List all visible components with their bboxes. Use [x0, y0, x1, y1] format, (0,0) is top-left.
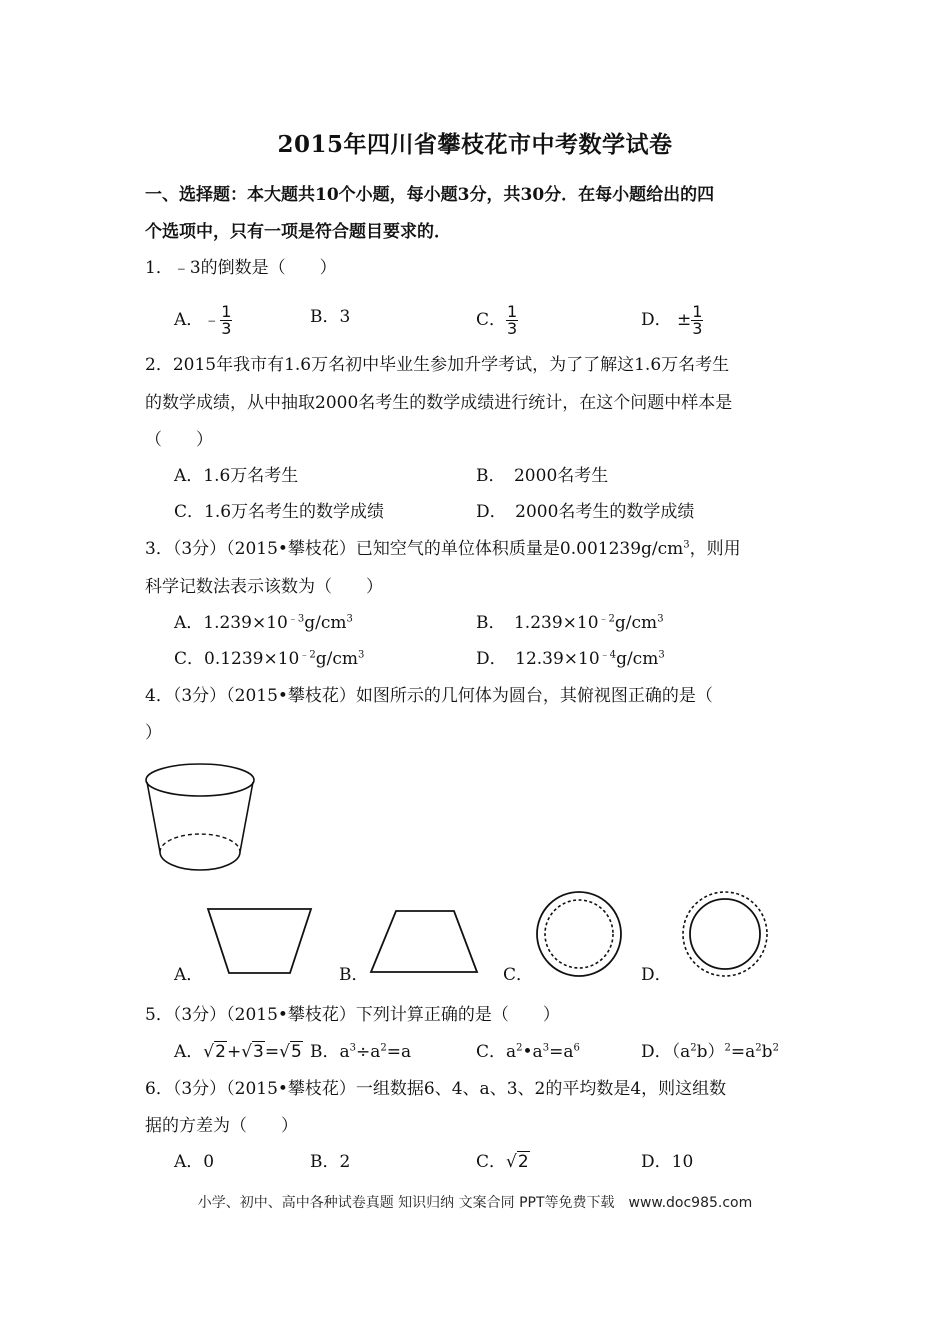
q4-option-c-label: C．	[503, 965, 534, 985]
q1-option-c: C． $\frac{1}{3}$	[476, 302, 518, 338]
q2-stem-line3: （ ）	[145, 430, 213, 450]
q4-figure-b-trapezoid	[368, 908, 480, 976]
q2-stem-line1: 2．2015年我市有1.6万名初中毕业生参加升学考试，为了了解这1.6万名考生	[145, 355, 730, 375]
q3-option-b: B． $1.239\times 10^{﹣2}g/cm^3$	[476, 613, 664, 633]
q4-figure-a-trapezoid	[205, 905, 315, 977]
q3-option-a: A．$1.239\times 10^{﹣3}g/cm^3$	[174, 613, 353, 633]
page-title: 2015年四川省攀枝花市中考数学试卷	[277, 131, 673, 158]
q4-option-d-label: D．	[641, 965, 672, 985]
q3-stem-line2: 科学记数法表示该数为（ ）	[145, 577, 383, 597]
q6-option-b: B．2	[310, 1152, 351, 1172]
section-heading-line1: 一、选择题：本大题共10个小题，每小题3分，共30分．在每小题给出的四	[145, 185, 715, 205]
q3-option-d: D． $12.39\times 10^{﹣4}g/cm^3$	[476, 649, 665, 669]
frustum-figure	[140, 760, 265, 875]
section-heading-line2: 个选项中，只有一项是符合题目要求的．	[145, 222, 451, 242]
q2-stem-line2: 的数学成绩，从中抽取2000名考生的数学成绩进行统计，在这个问题中样本是	[145, 393, 733, 413]
q5-option-d: D．$(a^2b)^2=a^2b^2$	[641, 1042, 779, 1062]
q1-stem: 1．﹣3的倒数是（ ）	[145, 258, 337, 278]
q2-option-b: B． 2000名考生	[476, 466, 609, 486]
q2-option-c: C．1.6万名考生的数学成绩	[174, 502, 385, 522]
q2-option-d: D． 2000名考生的数学成绩	[476, 502, 695, 522]
footer-text: 小学、初中、高中各种试卷真题 知识归纳 文案合同 PPT等免费下载 www.doc985.com	[197, 1195, 753, 1211]
q4-stem-line1: 4．（3分）（2015•攀枝花）如图所示的几何体为圆台，其俯视图正确的是（	[145, 686, 713, 706]
q6-stem-line1: 6．（3分）（2015•攀枝花）一组数据6、4、a、3、2的平均数是4，则这组数	[145, 1079, 727, 1099]
q5-stem: 5．（3分）（2015•攀枝花）下列计算正确的是（ ）	[145, 1005, 560, 1025]
q2-option-a: A．1.6万名考生	[174, 466, 299, 486]
q3-option-c: C．$0.1239\times 10^{﹣2}g/cm^3$	[174, 649, 365, 669]
q6-option-a: A．0	[174, 1152, 215, 1172]
q4-figure-c-circles	[535, 890, 623, 978]
q6-stem-line2: 据的方差为（ ）	[145, 1116, 298, 1136]
q3-stem-line1: 3．（3分）（2015•攀枝花）已知空气的单位体积质量是$0.001239g/cm^3$，则用	[145, 539, 741, 559]
q4-figure-d-circles	[681, 890, 769, 978]
q5-option-b: B．$a^3\div a^2=a$	[310, 1042, 412, 1062]
q5-option-c: C．$a^2•a^3=a^6$	[476, 1042, 580, 1062]
q1-option-a: A．﹣ $\frac{1}{3}$	[174, 302, 232, 338]
q1-option-b: B．3	[310, 307, 351, 327]
q6-option-d: D．10	[641, 1152, 694, 1172]
q4-stem-line2: ）	[145, 723, 162, 743]
q1-option-d: D． ± $\frac{1}{3}$	[641, 302, 703, 338]
q5-option-a: A．√2+√3=√5	[174, 1042, 302, 1062]
q4-option-a-label: A．	[174, 965, 204, 985]
q6-option-c: C．√2	[476, 1152, 529, 1172]
q4-option-b-label: B．	[339, 965, 369, 985]
